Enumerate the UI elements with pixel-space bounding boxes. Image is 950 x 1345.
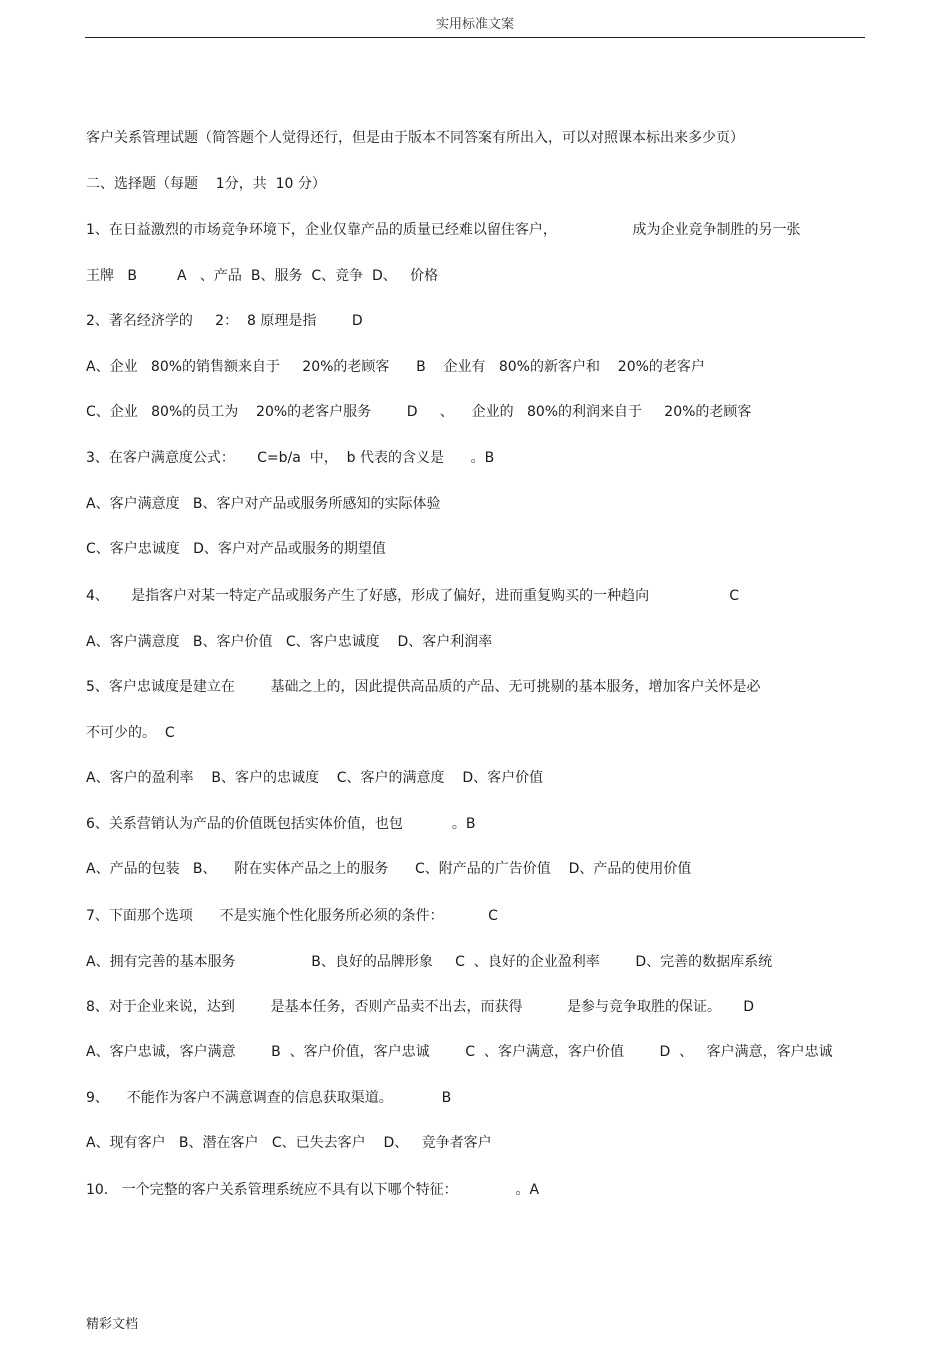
question-9: 9、 不能作为客户不满意调查的信息获取渠道。 B [86, 1090, 452, 1106]
question-3: 3、在客户满意度公式： C=b/a 中， b 代表的含义是 。B [86, 450, 495, 466]
question-7-options: A、拥有完善的基本服务 B、良好的品牌形象 C 、良好的企业盈利率 D、完善的数据库系统 [86, 954, 773, 970]
question-5: 5、客户忠诚度是建立在 基础之上的，因此提供高品质的产品、无可挑剔的基本服务，增加客户关怀是必 [86, 679, 761, 695]
question-9-options: A、现有客户 B、潜在客户 C、已失去客户 D、 竞争者客户 [86, 1135, 492, 1151]
question-10: 10. 一个完整的客户关系管理系统应不具有以下哪个特征： 。A [86, 1182, 540, 1198]
question-3-options-cd: C、客户忠诚度 D、客户对产品或服务的期望值 [86, 541, 386, 557]
page-header: 实用标准文案 [435, 17, 514, 32]
question-7: 7、下面那个选项 不是实施个性化服务所必须的条件： C [86, 908, 498, 924]
question-2: 2、著名经济学的 2： 8 原理是指 D [86, 313, 363, 329]
question-4: 4、 是指客户对某一特定产品或服务产生了好感，形成了偏好，进而重复购买的一种趋向 C [86, 588, 740, 604]
question-1: 1、在日益激烈的市场竞争环境下，企业仅靠产品的质量已经难以留住客户， 成为企业竞争制胜的另一张 [86, 222, 801, 238]
question-5-options: A、客户的盈利率 B、客户的忠诚度 C、客户的满意度 D、客户价值 [86, 770, 544, 786]
page-footer: 精彩文档 [86, 1317, 139, 1332]
question-5-cont: 不可少的。 C [86, 725, 175, 741]
question-4-options: A、客户满意度 B、客户价值 C、客户忠诚度 D、客户利润率 [86, 634, 493, 650]
section-heading: 二、选择题（每题 1分，共 10 分） [86, 176, 326, 192]
question-6-options: A、产品的包装 B、 附在实体产品之上的服务 C、附产品的广告价值 D、产品的使用价值 [86, 861, 692, 877]
question-3-options-ab: A、客户满意度 B、客户对产品或服务所感知的实际体验 [86, 496, 441, 512]
header-rule [85, 37, 865, 38]
question-8-options: A、客户忠诚，客户满意 B 、客户价值，客户忠诚 C 、客户满意，客户价值 D 、 客户满意，客户忠诚 [86, 1044, 833, 1060]
question-2-options-cd: C、企业 80%的员工为 20%的老客户服务 D 、 企业的 80%的利润来自于 20%的老顾客 [86, 404, 752, 420]
question-1-cont: 王牌 B A 、产品 B、服务 C、竞争 D、 价格 [86, 268, 439, 284]
doc-title: 客户关系管理试题（简答题个人觉得还行，但是由于版本不同答案有所出入，可以对照课本标出来多少页） [86, 130, 744, 146]
question-8: 8、对于企业来说，达到 是基本任务，否则产品卖不出去，而获得 是参与竞争取胜的保证。 D [86, 999, 755, 1015]
question-6: 6、关系营销认为产品的价值既包括实体价值，也包 。B [86, 816, 476, 832]
question-2-options-ab: A、企业 80%的销售额来自于 20%的老顾客 B 企业有 80%的新客户和 20%的老客户 [86, 359, 705, 375]
